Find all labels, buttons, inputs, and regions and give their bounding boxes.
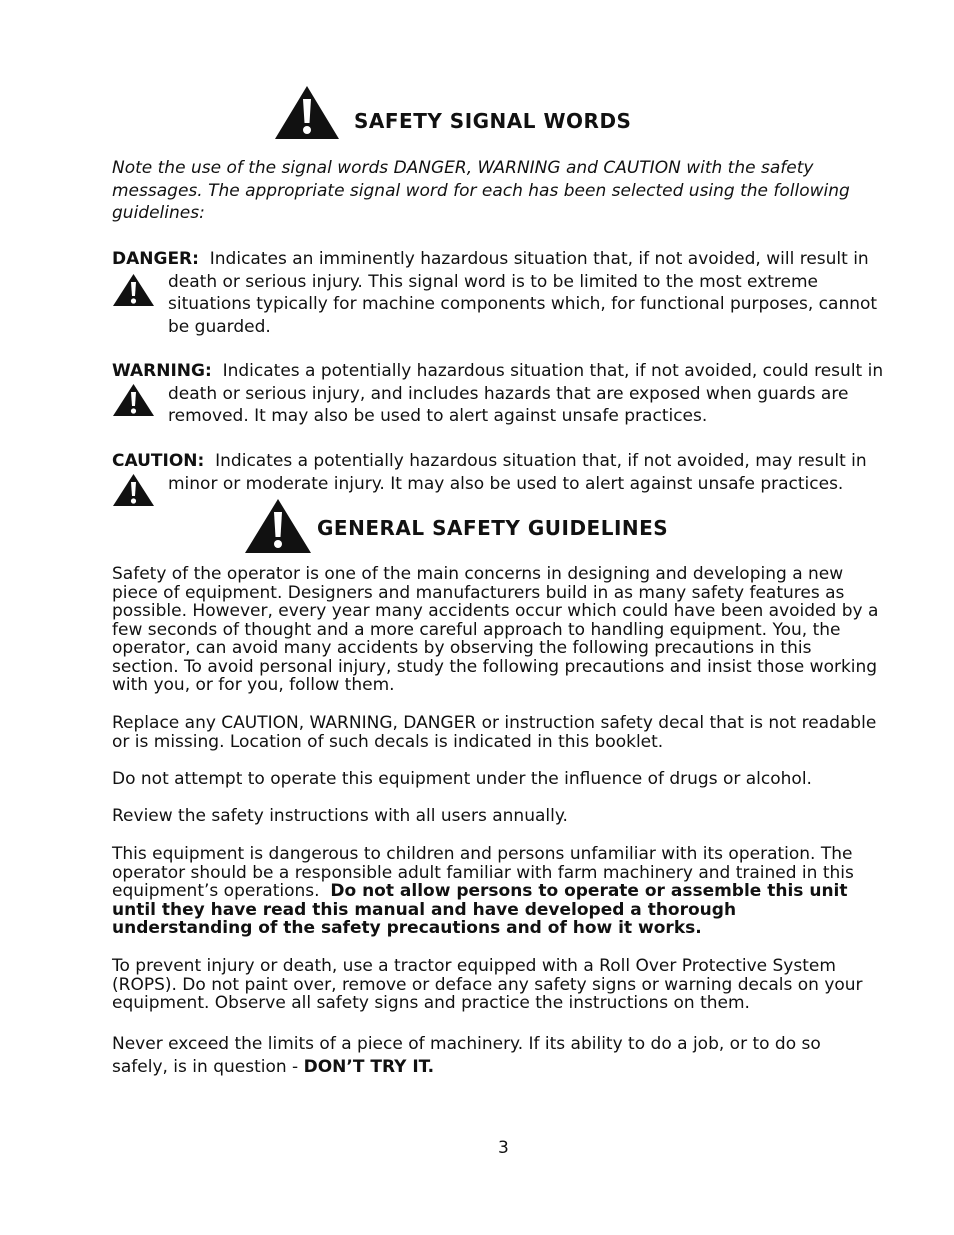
warning-label: WARNING: <box>112 361 212 381</box>
danger-first-line: Indicates an imminently hazardous situation that, if not avoided, will result in <box>209 249 869 269</box>
danger-definition <box>112 248 887 338</box>
warning-definition <box>112 360 887 428</box>
guideline-paragraph-6: To prevent injury or death, use a tractor equipped with a Roll Over Protective System (ROPS). Do not paint over, remove or deface any safety signs or warning decals on your equipment. Observe all safety signs and practice the instructions on them. <box>112 956 863 1013</box>
warning-triangle-icon <box>274 85 340 140</box>
page-number: 3 <box>498 1138 509 1158</box>
warning-continuation: death or serious injury, and includes hazards that are exposed when guards are removed. It may also be used to alert against unsafe practices. <box>168 383 849 426</box>
danger-label: DANGER: <box>112 249 199 269</box>
section-title-general-guidelines: GENERAL SAFETY GUIDELINES <box>317 516 669 540</box>
guideline-paragraph-1: Safety of the operator is one of the main concerns in designing and developing a new piece of equipment. Designers and manufacturers build in as many safety features as possible. However, every year many accidents occur which could have been avoided by a few seconds of thought and a more careful approach to handling equipment. You, the operator, can avoid many accidents by observing the following precautions in this section. To avoid personal injury, study the following precautions and insist those working with you, or for you, follow them. <box>112 564 879 695</box>
guideline-paragraph-7 <box>112 1033 877 1078</box>
signal-words-note: Note the use of the signal words DANGER, WARNING and CAUTION with the safety messages. The appropriate signal word for each has been selected using the following guidelines: <box>112 158 850 223</box>
warning-triangle-icon <box>112 383 155 417</box>
manual-requirement-text: Do not allow persons to operate or assemble this unit until they have read this manual and have developed a thorough understanding of the safety precautions and of how it works. <box>112 881 848 938</box>
children-warning-text: This equipment is dangerous to children and persons unfamiliar with its operation. The operator should be a responsible adult familiar with farm machinery and trained in this equipment’s operations. <box>112 844 854 901</box>
caution-definition <box>112 450 887 495</box>
warning-triangle-icon <box>244 498 312 554</box>
guideline-paragraph-5 <box>112 845 882 938</box>
guideline-paragraph-3: Do not attempt to operate this equipment under the influence of drugs or alcohol. <box>112 769 812 789</box>
machinery-limits-text: Never exceed the limits of a piece of machinery. If its ability to do a job, or to do so safely, is in question - <box>112 1034 821 1077</box>
warning-triangle-icon <box>112 473 155 507</box>
section-title-signal-words: SAFETY SIGNAL WORDS <box>354 109 632 133</box>
warning-first-line: Indicates a potentially hazardous situation that, if not avoided, could result in <box>222 361 884 381</box>
danger-continuation: death or serious injury. This signal word is to be limited to the most extreme situations typically for machine components which, for functional purposes, cannot be guarded. <box>168 271 878 337</box>
caution-first-line: Indicates a potentially hazardous situation that, if not avoided, may result in <box>215 451 867 471</box>
caution-continuation: minor or moderate injury. It may also be used to alert against unsafe practices. <box>168 473 844 494</box>
dont-try-it-text: DON’T TRY IT. <box>303 1056 435 1077</box>
guideline-paragraph-2: Replace any CAUTION, WARNING, DANGER or instruction safety decal that is not readable or is missing. Location of such decals is indicated in this booklet. <box>112 713 877 752</box>
warning-triangle-icon <box>112 273 155 307</box>
guideline-paragraph-4: Review the safety instructions with all users annually. <box>112 806 568 826</box>
caution-label: CAUTION: <box>112 451 205 471</box>
